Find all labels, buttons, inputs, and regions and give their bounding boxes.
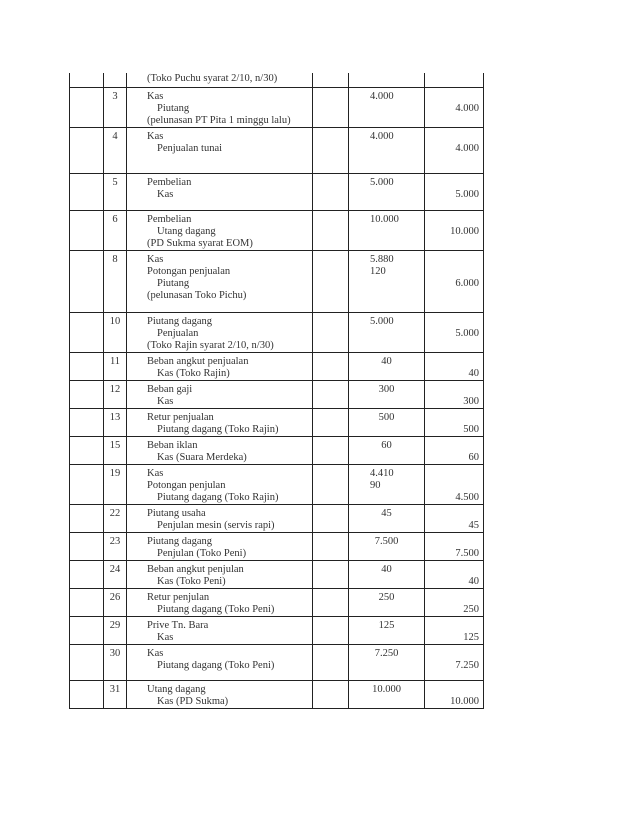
credit-amount: 300 [463,395,479,407]
entry-note: (pelunasan Toko Pichu) [147,289,247,301]
debit-amount: 40 [381,563,392,575]
credit-amount: 7.500 [455,547,479,559]
table-row [70,127,484,173]
table-row [70,312,484,352]
table-row [70,250,484,312]
journal-table [69,73,484,709]
credit-amount: 250 [463,603,479,615]
entry-date: 24 [109,563,121,575]
credit-amount: 5.000 [455,327,479,339]
entry-note: (pelunasan PT Pita 1 minggu lalu) [147,114,291,126]
entry-date: 29 [109,619,121,631]
credit-amount: 60 [468,451,479,463]
debit-amount: 4.000 [370,130,394,142]
debit-account: Utang dagang [147,683,206,695]
debit-account: Pembelian [147,176,192,188]
credit-account: Kas (Suara Merdeka) [157,451,247,463]
credit-amount: 6.000 [455,277,479,289]
table-row [70,644,484,680]
debit-account: Piutang dagang [147,535,213,547]
debit-amount: 90 [370,479,381,491]
debit-account: Beban gaji [147,383,193,395]
entry-date: 3 [112,90,118,102]
entry-date: 30 [109,647,121,659]
table-row [70,380,484,408]
credit-account: Kas [157,395,174,407]
credit-account: Kas [157,631,174,643]
entry-date: 15 [109,439,121,451]
credit-amount: 4.000 [455,102,479,114]
debit-account: Kas [147,90,164,102]
entry-note: (Toko Puchu syarat 2/10, n/30) [147,73,278,84]
entry-date: 12 [109,383,121,395]
table-row [70,352,484,380]
debit-amount: 125 [378,619,395,631]
credit-account: Piutang [157,102,190,114]
credit-account: Penjulan (Toko Peni) [157,547,247,559]
debit-amount: 5.000 [370,315,394,327]
credit-account: Penjualan tunai [157,142,223,154]
debit-amount: 5.880 [370,253,394,265]
debit-account: Beban iklan [147,439,198,451]
debit-amount: 10.000 [370,213,399,225]
debit-amount: 40 [381,355,392,367]
debit-amount: 7.500 [374,535,399,547]
credit-account: Piutang dagang (Toko Rajin) [157,423,279,435]
debit-amount: 500 [378,411,395,423]
table-row [70,464,484,504]
entry-date: 10 [109,315,121,327]
debit-account: Beban angkut penjualan [147,355,249,367]
credit-amount: 125 [463,631,479,643]
entry-date: 31 [109,683,121,695]
entry-note: (Toko Rajin syarat 2/10, n/30) [147,339,274,351]
debit-amount: 4.000 [370,90,394,102]
debit-account: Potongan penjualan [147,265,231,277]
table-row [70,73,484,87]
debit-account: Piutang dagang [147,315,213,327]
credit-amount: 4.500 [455,491,479,503]
debit-account: Retur penjulan [147,591,210,603]
table-row [70,504,484,532]
debit-amount: 10.000 [372,683,401,695]
credit-account: Kas (PD Sukma) [157,695,229,707]
debit-account: Piutang usaha [147,507,206,519]
table-row [70,173,484,210]
debit-account: Kas [147,467,164,479]
table-row [70,560,484,588]
debit-amount: 300 [378,383,395,395]
debit-amount: 60 [381,439,392,451]
debit-account: Retur penjualan [147,411,214,423]
debit-amount: 4.410 [370,467,394,479]
entry-date: 5 [112,176,118,188]
credit-account: Piutang [157,277,190,289]
debit-account: Pembelian [147,213,192,225]
table-row [70,87,484,127]
entry-date: 6 [112,213,118,225]
entry-date: 22 [109,507,121,519]
table-row [70,408,484,436]
credit-account: Kas (Toko Peni) [157,575,226,587]
credit-account: Piutang dagang (Toko Rajin) [157,491,279,503]
debit-amount: 7.250 [374,647,399,659]
entry-note: (PD Sukma syarat EOM) [147,237,253,249]
credit-account: Piutang dagang (Toko Peni) [157,603,275,615]
debit-amount: 45 [381,507,392,519]
credit-account: Piutang dagang (Toko Peni) [157,659,275,671]
table-row [70,616,484,644]
entry-date: 13 [109,411,121,423]
debit-account: Prive Tn. Bara [147,619,209,631]
credit-account: Kas (Toko Rajin) [157,367,230,379]
credit-amount: 40 [468,367,479,379]
debit-amount: 250 [378,591,395,603]
table-row [70,210,484,250]
table-row [70,680,484,708]
entry-date: 8 [112,253,118,265]
entry-date: 19 [109,467,121,479]
entry-date: 23 [109,535,121,547]
entry-date: 11 [109,355,121,367]
credit-account: Kas [157,188,174,200]
entry-date: 26 [109,591,121,603]
entry-date: 4 [112,130,118,142]
debit-amount: 5.000 [370,176,394,188]
credit-amount: 10.000 [450,225,479,237]
table-row [70,436,484,464]
credit-account: Penjualan [157,327,199,339]
credit-amount: 40 [468,575,479,587]
table-row [70,588,484,616]
credit-amount: 10.000 [450,695,479,707]
table-row [70,532,484,560]
credit-amount: 45 [468,519,479,531]
credit-account: Utang dagang [157,225,216,237]
debit-account: Kas [147,647,164,659]
debit-account: Beban angkut penjulan [147,563,244,575]
credit-amount: 5.000 [455,188,479,200]
credit-amount: 7.250 [455,659,479,671]
debit-account: Potongan penjulan [147,479,226,491]
credit-amount: 500 [463,423,479,435]
debit-account: Kas [147,253,164,265]
credit-account: Penjulan mesin (servis rapi) [157,519,275,531]
debit-account: Kas [147,130,164,142]
credit-amount: 4.000 [455,142,479,154]
debit-amount: 120 [370,265,386,277]
